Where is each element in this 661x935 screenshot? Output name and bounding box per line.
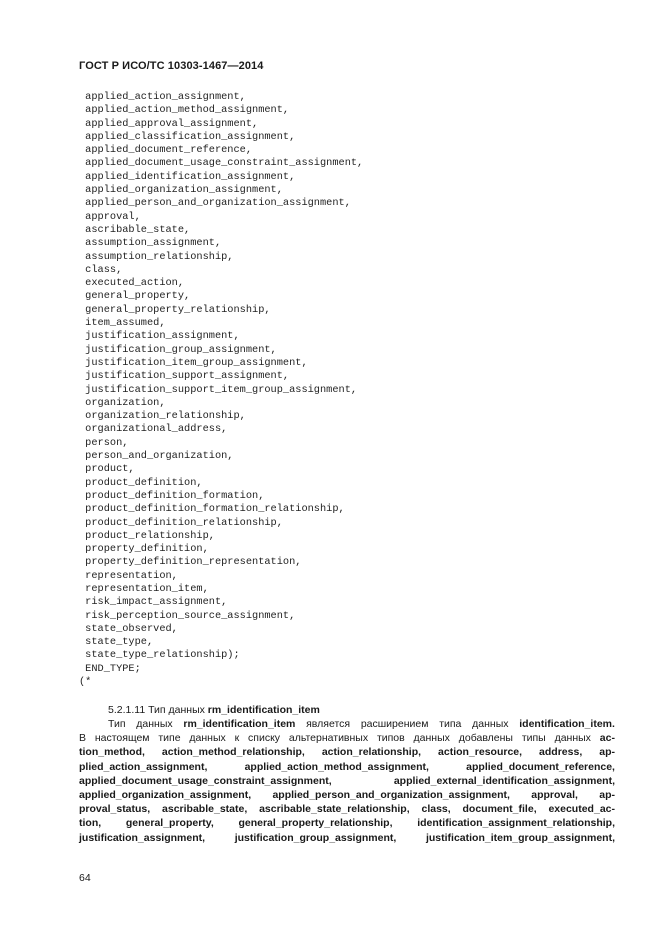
code-line: ascribable_state, xyxy=(79,223,191,236)
bold-term: ac- xyxy=(599,732,615,745)
paragraph-line xyxy=(79,788,615,802)
code-line: property_definition, xyxy=(79,543,209,556)
code-line: applied_organization_assignment, xyxy=(79,184,283,197)
word: данных xyxy=(189,732,226,745)
word: добавлены xyxy=(458,732,513,745)
code-line: item_assumed, xyxy=(79,317,166,330)
bold-term: ascribable_state, xyxy=(162,803,248,816)
word: Тип xyxy=(108,718,126,730)
code-line: assumption_assignment, xyxy=(79,237,222,250)
bold-term: ascribable_state_relationship, xyxy=(259,803,410,816)
code-line: applied_document_usage_constraint_assignment, xyxy=(79,157,364,170)
word: расширением xyxy=(360,718,429,730)
code-line: state_type, xyxy=(79,636,154,649)
code-line: state_observed, xyxy=(79,622,178,635)
bold-term: general_property_relationship, xyxy=(238,817,393,830)
paragraph-line xyxy=(79,731,615,745)
bold-term: approval, xyxy=(531,788,578,801)
code-line: applied_identification_assignment, xyxy=(79,170,296,183)
section-type-name: rm_identification_item xyxy=(207,704,320,716)
bold-term: class, xyxy=(421,803,451,816)
code-line: risk_impact_assignment, xyxy=(79,596,228,609)
bold-term: applied_person_and_organization_assignment, xyxy=(272,788,510,801)
code-line: organization_relationship, xyxy=(79,410,246,423)
code-line: representation_item, xyxy=(79,582,209,595)
bold-term: justification_assignment, xyxy=(79,831,206,844)
code-line: justification_item_group_assignment, xyxy=(79,356,308,369)
code-line: justification_assignment, xyxy=(79,330,240,343)
code-line: property_definition_representation, xyxy=(79,556,302,569)
word: является xyxy=(306,718,351,730)
bold-term: applied_organization_assignment, xyxy=(79,788,252,801)
bold-term: tion, xyxy=(79,817,102,830)
word: данных xyxy=(472,718,509,730)
bold-term: tion_method, xyxy=(79,746,145,759)
paragraph-line xyxy=(79,760,615,774)
code-line: general_property, xyxy=(79,290,191,303)
code-line: assumption_relationship, xyxy=(79,250,234,263)
code-line: product_definition_relationship, xyxy=(79,516,283,529)
code-line: justification_support_item_group_assignment, xyxy=(79,383,358,396)
code-line: product_definition, xyxy=(79,476,203,489)
bold-term: document_file, xyxy=(462,803,537,816)
code-line: product_definition_formation_relationship, xyxy=(79,503,345,516)
code-line: applied_person_and_organization_assignment, xyxy=(79,197,351,210)
body-paragraph xyxy=(79,717,615,845)
paragraph-line xyxy=(79,831,615,845)
code-line: END_TYPE; xyxy=(79,662,141,675)
bold-term: justification_group_assignment, xyxy=(234,831,397,844)
bold-term: proval_status, xyxy=(79,803,151,816)
paragraph-line xyxy=(79,802,615,816)
code-line: representation, xyxy=(79,569,178,582)
bold-term: ap- xyxy=(599,746,615,759)
paragraph-line xyxy=(79,745,615,759)
word: к xyxy=(234,732,240,745)
paragraph-line xyxy=(79,774,615,788)
word: типов xyxy=(376,732,405,745)
code-line: state_type_relationship); xyxy=(79,649,240,662)
code-line: applied_document_reference, xyxy=(79,144,253,157)
code-line: risk_perception_source_assignment, xyxy=(79,609,296,622)
code-line: executed_action, xyxy=(79,277,185,290)
word: настоящем xyxy=(94,732,150,745)
word: типе xyxy=(158,732,181,745)
bold-term: justification_item_group_assignment, xyxy=(425,831,615,844)
bold-term: executed_ac- xyxy=(548,803,615,816)
word: типы xyxy=(521,732,546,745)
word: данных xyxy=(413,732,450,745)
word: списку xyxy=(248,732,281,745)
bold-term: applied_document_reference, xyxy=(466,760,615,773)
document-header: ГОСТ Р ИСО/ТС 10303-1467—2014 xyxy=(79,60,264,72)
word: данных xyxy=(136,718,173,730)
bold-term: action_resource, xyxy=(438,746,523,759)
code-line: person_and_organization, xyxy=(79,450,234,463)
bold-term: applied_external_identification_assignment, xyxy=(393,774,615,787)
code-line: product_definition_formation, xyxy=(79,489,265,502)
code-line: person, xyxy=(79,436,129,449)
page-number: 64 xyxy=(79,872,91,884)
code-line: product_relationship, xyxy=(79,529,215,542)
section-number: 5.2.1.11 Тип данных xyxy=(108,704,208,716)
bold-term: ap- xyxy=(599,788,615,801)
word: типа xyxy=(439,718,462,730)
code-line: general_property_relationship, xyxy=(79,303,271,316)
bold-term: identification_assignment_relationship, xyxy=(417,817,615,830)
bold-term: identification_item. xyxy=(519,718,615,730)
bold-term: general_property, xyxy=(125,817,214,830)
code-line: applied_action_assignment, xyxy=(79,91,246,103)
code-line: (* xyxy=(79,676,92,689)
paragraph-line xyxy=(79,816,615,830)
bold-term: plied_action_assignment, xyxy=(79,760,208,773)
code-line: class, xyxy=(79,263,123,276)
code-line: approval, xyxy=(79,210,141,223)
bold-term: action_method_relationship, xyxy=(161,746,305,759)
code-line: organization, xyxy=(79,396,166,409)
code-line: applied_classification_assignment, xyxy=(79,130,296,143)
word: В xyxy=(79,732,87,745)
code-line: justification_support_assignment, xyxy=(79,370,290,383)
bold-term: address, xyxy=(539,746,583,759)
paragraph-line xyxy=(79,717,615,731)
bold-term: applied_document_usage_constraint_assignment, xyxy=(79,774,332,787)
bold-term: action_relationship, xyxy=(321,746,422,759)
bold-term: applied_action_method_assignment, xyxy=(244,760,429,773)
code-line: product, xyxy=(79,463,135,476)
code-line: applied_approval_assignment, xyxy=(79,117,259,130)
bold-term: rm_identification_item xyxy=(183,718,296,730)
word: альтернативных xyxy=(288,732,369,745)
word: данных xyxy=(554,732,591,745)
express-code-block xyxy=(79,91,363,689)
section-heading xyxy=(108,704,320,716)
code-line: applied_action_method_assignment, xyxy=(79,104,290,117)
code-line: justification_group_assignment, xyxy=(79,343,277,356)
code-line: organizational_address, xyxy=(79,423,228,436)
